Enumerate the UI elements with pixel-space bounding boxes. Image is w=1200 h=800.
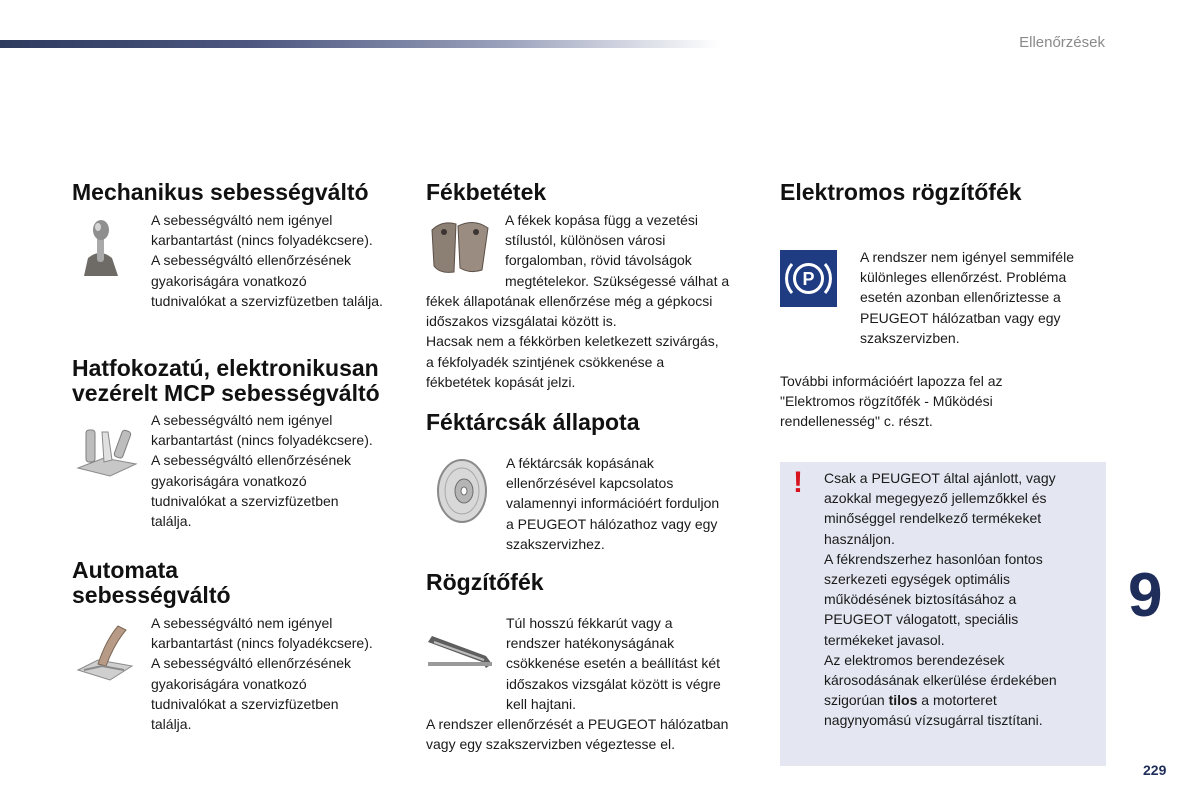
text-line: szerkezeti egységek optimális <box>824 571 1010 588</box>
text-line: A sebességváltó nem igényel <box>151 615 333 631</box>
text-line: tudnivalókat a szervizfüzetben <box>151 492 339 509</box>
brake-disc-icon <box>434 458 490 524</box>
epb-more-info <box>780 371 1003 432</box>
text-line: időszakos vizsgálat között is végre <box>506 675 721 692</box>
text-line <box>824 690 1057 710</box>
text-line: Az elektromos berendezések <box>824 651 1005 668</box>
parking-brake-text-b <box>426 714 728 754</box>
text-line: rendellenesség" c. részt. <box>780 413 933 430</box>
text-line: megtételekor. Szükségessé válhat a <box>505 272 730 289</box>
chapter-number: 9 <box>1128 561 1163 630</box>
text-line: "Elektromos rögzítőfék - Működési <box>780 393 993 410</box>
text-line: karbantartást (nincs folyadékcsere). <box>151 432 373 449</box>
epb-text <box>860 247 1074 348</box>
text-line: tudnivalókat a szervizfüzetben <box>151 695 339 712</box>
text-line: esetén azonban ellenőriztesse a <box>860 289 1061 306</box>
text-line: szakszervizben. <box>860 329 960 346</box>
text-line: vagy egy szakszervizben végeztesse el. <box>426 736 676 753</box>
text-line: A fékek kopása függ a vezetési <box>505 212 699 228</box>
text-line: karbantartást (nincs folyadékcsere). <box>151 232 373 249</box>
epb-title: Elektromos rögzítőfék <box>780 179 1022 205</box>
text-line: működésének biztosításához a <box>824 591 1017 608</box>
parking-brake-lever-icon <box>426 628 494 672</box>
auto-gearbox-text <box>151 613 373 734</box>
text-line: PEUGEOT hálózatban vagy egy <box>860 309 1061 326</box>
text-line: találja. <box>151 716 192 733</box>
mcp-gearbox-text <box>151 410 373 531</box>
text-line: azokkal megegyező jellemzőkkel és <box>824 490 1047 507</box>
mech-gearbox-text <box>151 210 383 311</box>
text-line: A rendszer ellenőrzését a PEUGEOT hálózatban <box>426 716 729 732</box>
text-line: fékek állapotának ellenőrzése még a gépkocsi <box>426 293 713 309</box>
title-line: Automata <box>72 557 179 583</box>
text-line: stílustól, különösen városi <box>505 232 666 249</box>
text-line: használjon. <box>824 530 895 547</box>
section-label: Ellenőrzések <box>1019 34 1105 51</box>
warning-icon: ! <box>793 466 803 499</box>
electric-parking-brake-icon <box>780 250 837 307</box>
title-line: vezérelt MCP sebességváltó <box>72 380 380 406</box>
text-line: PEUGEOT válogatott, speciális <box>824 611 1019 628</box>
text-line: karbantartást (nincs folyadékcsere). <box>151 635 373 652</box>
text-run-bold: tilos <box>888 692 918 709</box>
mcp-gearbox-icon <box>74 418 140 478</box>
text-line: Túl hosszú fékkarút vagy a <box>506 615 673 631</box>
text-line: A sebességváltó ellenőrzésének <box>151 655 352 672</box>
mcp-gearbox-title <box>72 356 380 406</box>
text-line: A fékrendszerhez hasonlóan fontos <box>824 550 1043 567</box>
page-number: 229 <box>1143 762 1167 778</box>
text-run: a motorteret <box>917 692 997 709</box>
brake-pads-text-b <box>426 291 719 392</box>
text-line: gyakoriságára vonatkozó <box>151 272 307 289</box>
auto-gearbox-icon <box>76 620 134 682</box>
brake-discs-title: Féktárcsák állapota <box>426 409 640 435</box>
text-line: tudnivalókat a szervizfüzetben találja. <box>151 292 383 309</box>
text-line: A rendszer nem igényel semmiféle <box>860 249 1074 265</box>
text-line: A féktárcsák kopásának <box>506 455 654 471</box>
title-line: Hatfokozatú, elektronikusan <box>72 355 379 381</box>
text-line: Csak a PEUGEOT által ajánlott, vagy <box>824 470 1056 486</box>
text-line: gyakoriságára vonatkozó <box>151 472 307 489</box>
brake-pads-text-a <box>505 210 729 291</box>
text-line: valamennyi információért forduljon <box>506 495 720 512</box>
brake-discs-text <box>506 453 719 554</box>
text-line: termékeket javasol. <box>824 631 945 648</box>
text-line: találja. <box>151 513 192 530</box>
svg-text:P: P <box>802 269 815 289</box>
gear-lever-icon <box>76 218 124 278</box>
header-bar <box>0 40 720 48</box>
text-line: A sebességváltó nem igényel <box>151 212 333 228</box>
brake-pads-title: Fékbetétek <box>426 179 547 205</box>
text-line: A sebességváltó ellenőrzésének <box>151 452 352 469</box>
text-line: Hacsak nem a fékkörben keletkezett szivárgás, <box>426 333 719 350</box>
text-line: rendszer hatékonyságának <box>506 635 675 652</box>
text-line: A sebességváltó nem igényel <box>151 412 333 428</box>
text-line: szakszervizhez. <box>506 535 605 552</box>
parking-brake-title: Rögzítőfék <box>426 569 544 595</box>
text-line: A sebességváltó ellenőrzésének <box>151 252 352 269</box>
text-line: gyakoriságára vonatkozó <box>151 675 307 692</box>
brake-pads-icon <box>428 216 494 278</box>
text-line: nagynyomású vízsugárral tisztítani. <box>824 712 1043 729</box>
auto-gearbox-title <box>72 558 231 608</box>
title-line: sebességváltó <box>72 582 231 608</box>
parking-brake-text-a <box>506 613 721 714</box>
text-run: szigorúan <box>824 692 889 709</box>
text-line: különleges ellenőrzést. Probléma <box>860 269 1067 286</box>
text-line: károsodásának elkerülése érdekében <box>824 672 1057 689</box>
text-line: időszakos vizsgálatai között is. <box>426 313 617 330</box>
text-line: a fékfolyadék szintjének csökkenése a <box>426 353 665 370</box>
text-line: További információért lapozza fel az <box>780 373 1003 389</box>
text-line: csökkenése esetén a beállítást két <box>506 655 721 672</box>
text-line: kell hajtani. <box>506 695 577 712</box>
text-line: a PEUGEOT hálózathoz vagy egy <box>506 515 718 532</box>
warning-text <box>824 468 1057 731</box>
text-line: forgalomban, rövid távolságok <box>505 252 692 269</box>
text-line: fékbetétek kopását jelzi. <box>426 373 576 390</box>
text-line: minőséggel rendelkező termékeket <box>824 510 1042 527</box>
mech-gearbox-title: Mechanikus sebességváltó <box>72 179 369 205</box>
text-line: ellenőrzésével kapcsolatos <box>506 475 674 492</box>
